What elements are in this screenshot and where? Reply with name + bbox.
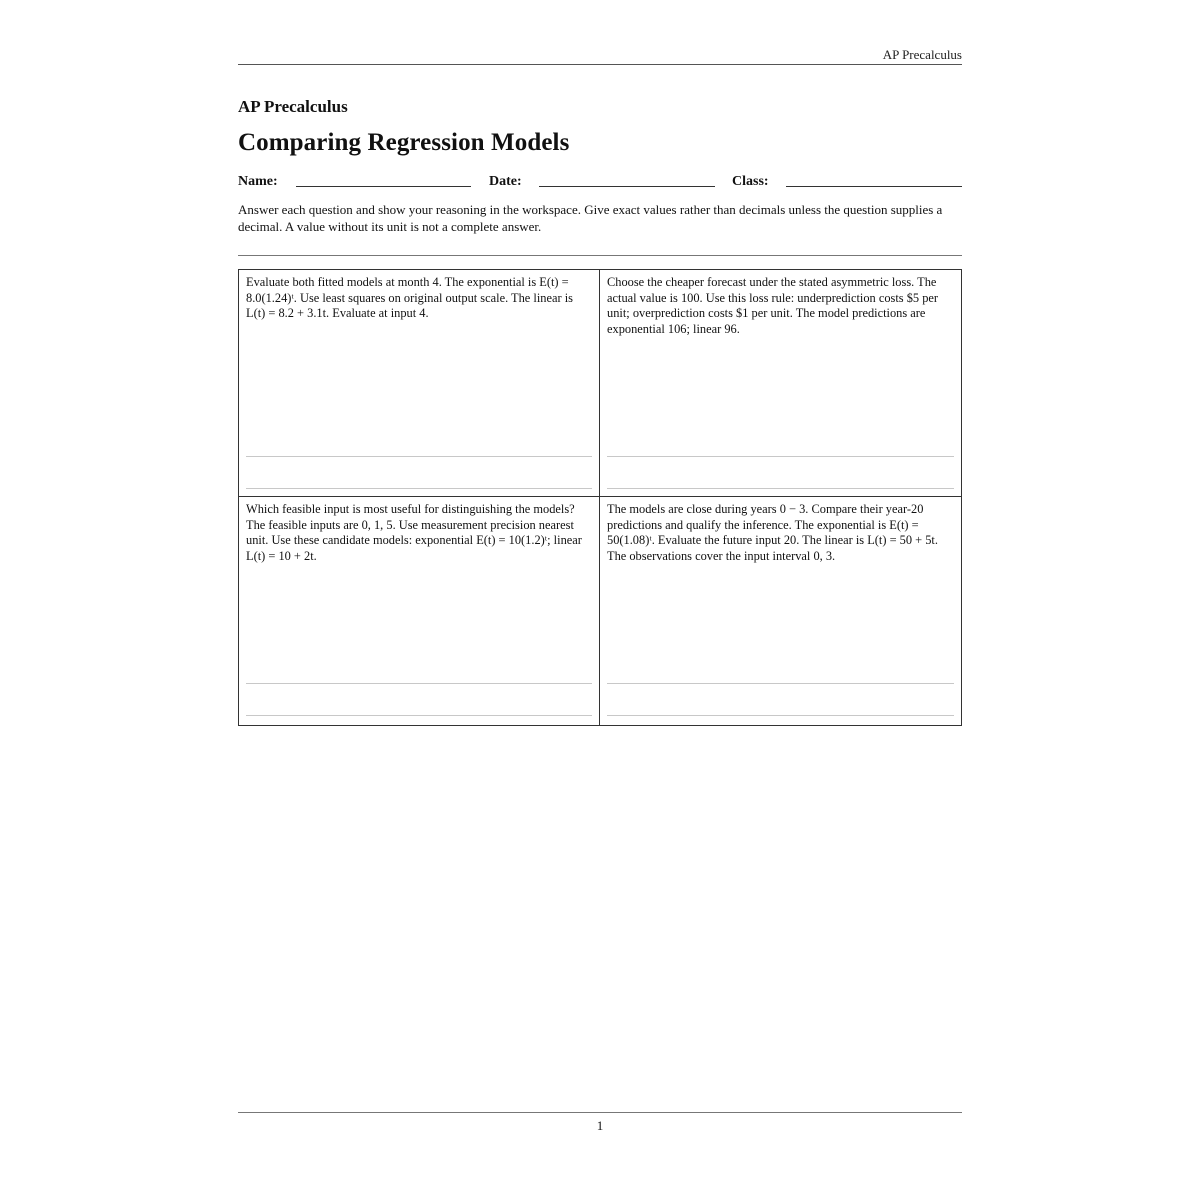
question-cell-2 bbox=[600, 270, 961, 497]
question-cell-3 bbox=[239, 497, 600, 725]
answer-line[interactable] bbox=[607, 683, 954, 684]
answer-line[interactable] bbox=[607, 456, 954, 457]
footer-rule bbox=[238, 1112, 962, 1113]
answer-line[interactable] bbox=[246, 683, 592, 684]
page-number: 1 bbox=[596, 1118, 604, 1133]
name-label: Name: bbox=[238, 174, 278, 189]
section-divider bbox=[238, 255, 962, 256]
question-cell-1 bbox=[239, 270, 600, 497]
answer-line[interactable] bbox=[246, 456, 592, 457]
date-label: Date: bbox=[489, 174, 522, 189]
question-text: Choose the cheaper forecast under the stated asymmetric loss. The actual value is 100. Use this loss rule: underprediction costs $5 per unit; overprediction costs $1 per unit. The model predictions are exponential 106; linear 96. bbox=[607, 275, 939, 336]
answer-line[interactable] bbox=[607, 715, 954, 716]
name-field[interactable] bbox=[296, 186, 471, 187]
answer-line[interactable] bbox=[246, 715, 592, 716]
worksheet-page bbox=[238, 0, 962, 1200]
course-heading: AP Precalculus bbox=[238, 97, 348, 116]
question-grid bbox=[238, 269, 962, 726]
instructions: Answer each question and show your reasoning in the workspace. Give exact values rather than decimals unless the question supplies a decimal. A value without its unit is not a complete answer. bbox=[238, 202, 943, 234]
question-text: The models are close during years 0 − 3. Compare their year-20 predictions and qualify the inference. The exponential is E(t) = 50(1.08)ᵗ. Evaluate the future input 20. The linear is L(t) = 50 + 5t. The observations cover the input interval 0, 3. bbox=[607, 502, 938, 563]
question-cell-4 bbox=[600, 497, 961, 725]
class-label: Class: bbox=[732, 174, 769, 189]
class-field[interactable] bbox=[786, 186, 962, 187]
page-title: Comparing Regression Models bbox=[238, 129, 570, 156]
header-rule bbox=[238, 64, 962, 65]
question-text: Which feasible input is most useful for distinguishing the models? The feasible inputs are 0, 1, 5. Use measurement precision nearest unit. Use these candidate models: exponential E(t) = 10(1.2)ᵗ; linear L(t) = 10 + 2t. bbox=[246, 502, 582, 563]
date-field[interactable] bbox=[539, 186, 715, 187]
answer-line[interactable] bbox=[246, 488, 592, 489]
question-text: Evaluate both fitted models at month 4. The exponential is E(t) = 8.0(1.24)ᵗ. Use least squares on original output scale. The linear is L(t) = 8.2 + 3.1t. Evaluate at input 4. bbox=[246, 275, 573, 320]
answer-line[interactable] bbox=[607, 488, 954, 489]
running-header: AP Precalculus bbox=[882, 47, 962, 62]
